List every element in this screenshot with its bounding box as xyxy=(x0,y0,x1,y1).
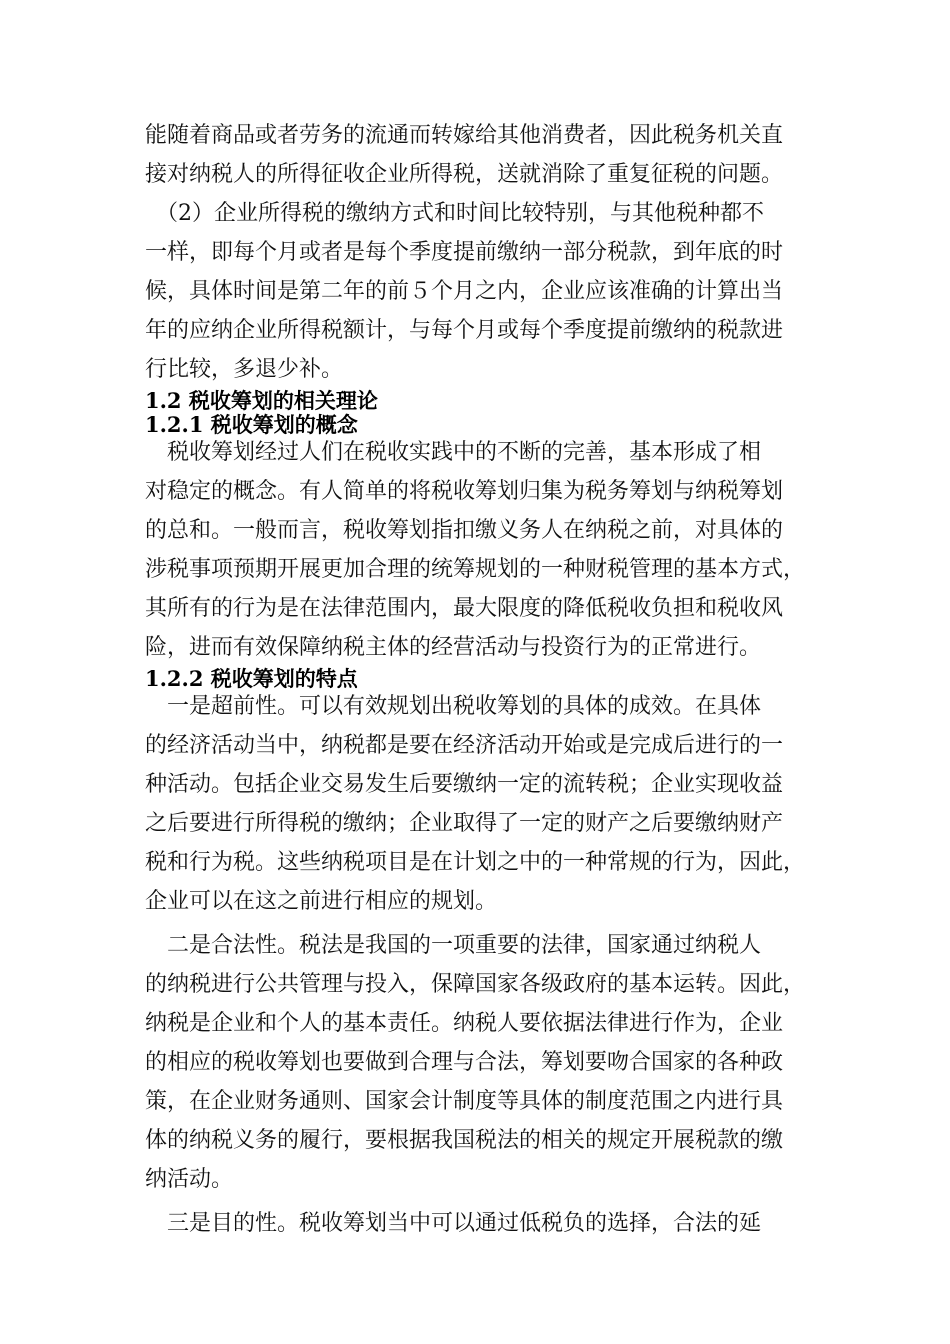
paragraph-line: 税收筹划经过人们在税收实践中的不断的完善，基本形成了相 xyxy=(145,440,762,465)
paragraph-line: 的经济活动当中，纳税都是要在经济活动开始或是完成后进行的一 xyxy=(145,733,784,758)
paragraph-line: 行比较，多退少补。 xyxy=(145,357,344,382)
paragraph-line: 涉税事项预期开展更加合理的统筹规划的一种财税管理的基本方式， xyxy=(145,557,806,582)
paragraph-line: 对稳定的概念。有人简单的将税收筹划归集为税务筹划与纳税筹划 xyxy=(145,479,784,504)
paragraph-line: 之后要进行所得税的缴纳；企业取得了一定的财产之后要缴纳财产 xyxy=(145,811,784,836)
paragraph-line: 能随着商品或者劳务的流通而转嫁给其他消费者，因此税务机关直 xyxy=(145,123,784,148)
paragraph-line: 一样，即每个月或者是每个季度提前缴纳一部分税款，到年底的时 xyxy=(145,240,784,265)
paragraph-line: 的纳税进行公共管理与投入，保障国家各级政府的基本运转。因此， xyxy=(145,972,806,997)
subsection-heading: 1.2.1 税收筹划的概念 xyxy=(145,412,358,437)
paragraph-line: 年的应纳企业所得税额计，与每个月或每个季度提前缴纳的税款进 xyxy=(145,318,784,343)
paragraph-line: 接对纳税人的所得征收企业所得税，送就消除了重复征税的问题。 xyxy=(145,162,784,187)
paragraph-line: 险，进而有效保障纳税主体的经营活动与投资行为的正常进行。 xyxy=(145,635,762,660)
paragraph-line: 企业可以在这之前进行相应的规划。 xyxy=(145,889,498,914)
paragraph-line: 的总和。一般而言，税收筹划指扣缴义务人在纳税之前，对具体的 xyxy=(145,518,784,543)
paragraph-line: 纳活动。 xyxy=(145,1167,234,1192)
paragraph-line: 策，在企业财务通则、国家会计制度等具体的制度范围之内进行具 xyxy=(145,1089,784,1114)
subsection-heading: 1.2.2 税收筹划的特点 xyxy=(145,666,358,691)
paragraph-line: 的相应的税收筹划也要做到合理与合法，筹划要吻合国家的各种政 xyxy=(145,1050,784,1075)
paragraph-line: 纳税是企业和个人的基本责任。纳税人要依据法律进行作为，企业 xyxy=(145,1011,784,1036)
section-heading: 1.2 税收筹划的相关理论 xyxy=(145,388,378,413)
paragraph-line: （2）企业所得税的缴纳方式和时间比较特别，与其他税种都不 xyxy=(145,201,764,226)
paragraph-line: 种活动。包括企业交易发生后要缴纳一定的流转税；企业实现收益 xyxy=(145,772,784,797)
paragraph-line: 税和行为税。这些纳税项目是在计划之中的一种常规的行为，因此， xyxy=(145,850,806,875)
paragraph-line: 三是目的性。税收筹划当中可以通过低税负的选择，合法的延 xyxy=(145,1211,762,1236)
paragraph-line: 体的纳税义务的履行，要根据我国税法的相关的规定开展税款的缴 xyxy=(145,1128,784,1153)
paragraph-line: 其所有的行为是在法律范围内，最大限度的降低税收负担和税收风 xyxy=(145,596,784,621)
paragraph-line: 一是超前性。可以有效规划出税收筹划的具体的成效。在具体 xyxy=(145,694,762,719)
paragraph-line: 候，具体时间是第二年的前５个月之内，企业应该准确的计算出当 xyxy=(145,279,784,304)
paragraph-line: 二是合法性。税法是我国的一项重要的法律，国家通过纳税人 xyxy=(145,933,762,958)
